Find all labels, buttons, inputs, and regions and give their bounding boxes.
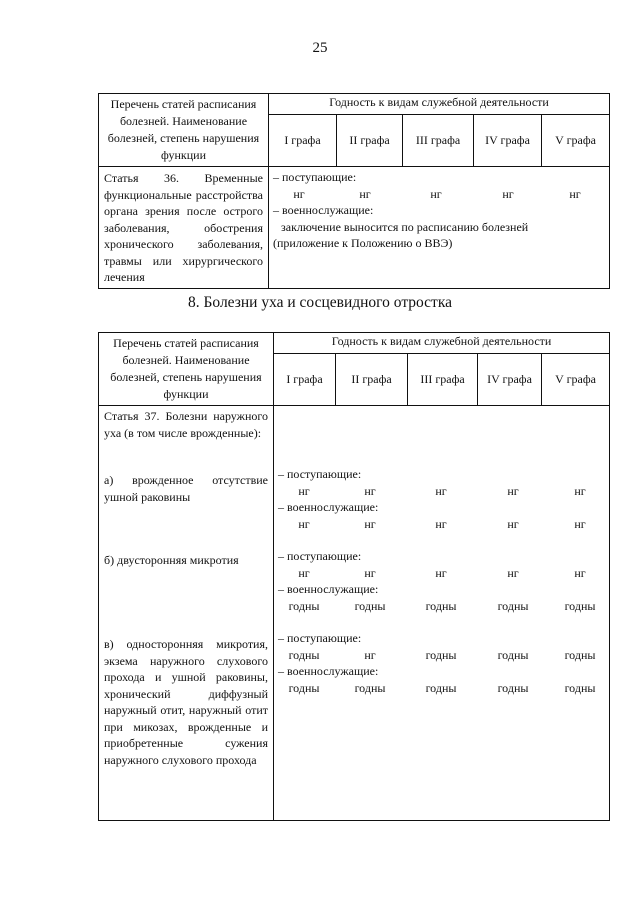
- fitness-table-article-36: [98, 93, 610, 289]
- header-col-4: IV графа: [478, 353, 542, 405]
- header-list-column: Перечень статей расписания болезней. Наименование болезней, степень нарушения функции: [99, 94, 269, 167]
- value: нг: [507, 516, 519, 531]
- page-number: 25: [312, 40, 328, 56]
- header-fitness: Годность к видам служебной деятельности: [269, 94, 610, 115]
- label-applicants: – поступающие:: [278, 467, 362, 481]
- article-36-text: Статья 36. Временные функциональные расстройства органа зрения после острого заболевания, обострения хронического заболевания, травмы или хирургического лечения: [99, 167, 269, 289]
- value: нг: [364, 516, 376, 531]
- value: годны: [354, 598, 386, 613]
- value: нг: [435, 516, 447, 531]
- conclusion-note-ref: (приложение к Положению о ВВЭ): [273, 236, 453, 250]
- header-col-2: II графа: [337, 114, 403, 166]
- header-col-5: V графа: [542, 114, 610, 166]
- article-37-text-cell: [99, 406, 274, 821]
- header-col-4: IV графа: [474, 114, 542, 166]
- value: нг: [364, 483, 376, 498]
- header-col-1: I графа: [274, 353, 336, 405]
- label-applicants: – поступающие:: [278, 549, 362, 563]
- value: нг: [298, 516, 310, 531]
- header-list-column: Перечень статей расписания болезней. Наименование болезней, степень нарушения функции: [99, 333, 274, 406]
- value: годны: [288, 680, 320, 695]
- fitness-table-article-37: [98, 332, 610, 821]
- table-row-article-37: [99, 406, 610, 821]
- value: годны: [425, 680, 457, 695]
- article-37-fitness: [274, 406, 610, 821]
- value: нг: [359, 186, 371, 201]
- value: нг: [574, 565, 586, 580]
- value: годны: [564, 680, 596, 695]
- header-col-3: III графа: [403, 114, 474, 166]
- value: годны: [564, 647, 596, 662]
- header-col-1: I графа: [269, 114, 337, 166]
- value: нг: [507, 565, 519, 580]
- value: нг: [435, 565, 447, 580]
- value: нг: [293, 186, 305, 201]
- label-applicants: – поступающие:: [278, 631, 362, 645]
- value: нг: [507, 483, 519, 498]
- label-servicemen: – военнослужащие:: [278, 500, 379, 514]
- value: годны: [425, 598, 457, 613]
- value: нг: [502, 186, 514, 201]
- article-36-fitness: [269, 167, 610, 289]
- value: нг: [435, 483, 447, 498]
- label-applicants: – поступающие:: [273, 170, 357, 184]
- value: годны: [288, 647, 320, 662]
- value: годны: [497, 680, 529, 695]
- value: нг: [569, 186, 581, 201]
- value: нг: [574, 516, 586, 531]
- label-servicemen: – военнослужащие:: [278, 664, 379, 678]
- label-servicemen: – военнослужащие:: [278, 582, 379, 596]
- article-37-text: Статья 37. Болезни наружного уха (в том числе врожденные):: [104, 409, 268, 440]
- section-title: 8. Болезни уха и сосцевидного отростка: [188, 294, 452, 311]
- row-c-text: в) односторонняя микротия, экзема наружного слухового прохода и ушной раковины, хронический диффузный наружный отит, наружный отит при микозах, врожденные и приобретенные сужения наружного слухового прохода: [104, 637, 268, 767]
- value: годны: [564, 598, 596, 613]
- value: годны: [288, 598, 320, 613]
- conclusion-note: заключение выносится по расписанию болезней: [281, 219, 529, 234]
- row-a-text: а) врожденное отсутствие ушной раковины: [104, 473, 268, 504]
- value: нг: [364, 565, 376, 580]
- value: годны: [354, 680, 386, 695]
- value: годны: [497, 598, 529, 613]
- label-servicemen: – военнослужащие:: [273, 203, 374, 217]
- header-col-3: III графа: [408, 353, 478, 405]
- table-row-article-36: [99, 167, 610, 289]
- value: нг: [574, 483, 586, 498]
- row-b-text: б) двусторонняя микротия: [104, 553, 239, 567]
- value: нг: [430, 186, 442, 201]
- header-fitness: Годность к видам служебной деятельности: [274, 333, 610, 354]
- value: годны: [497, 647, 529, 662]
- value: нг: [364, 647, 376, 662]
- header-col-5: V графа: [542, 353, 610, 405]
- header-col-2: II графа: [336, 353, 408, 405]
- value: нг: [298, 483, 310, 498]
- value: годны: [425, 647, 457, 662]
- value: нг: [298, 565, 310, 580]
